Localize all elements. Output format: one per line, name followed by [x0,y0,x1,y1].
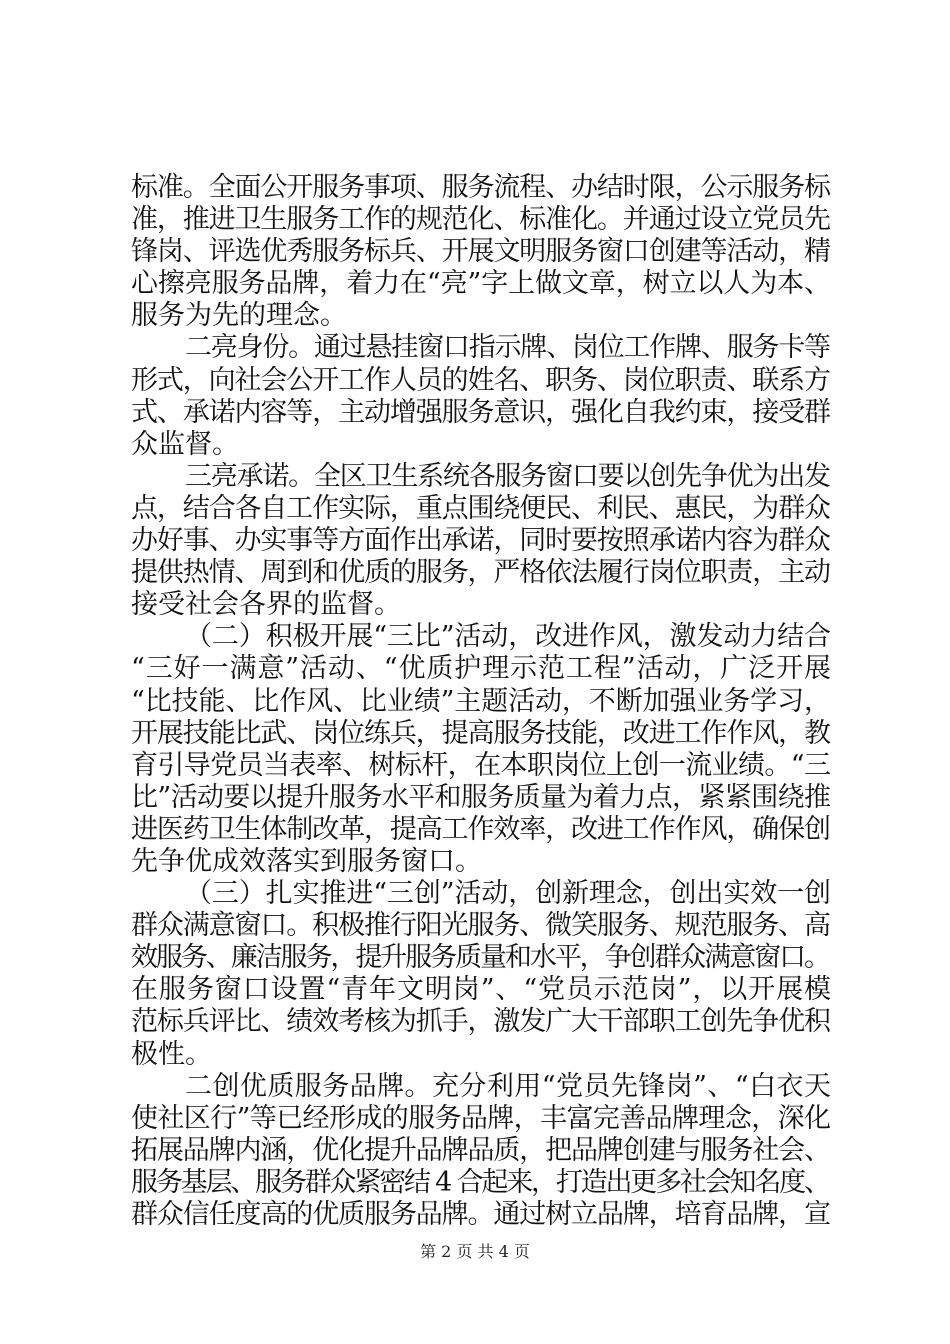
text-line: 先争优成效落实到服务窗口。 [131,845,482,877]
paragraph [131,461,831,621]
text-line: 形式，向社会公开工作人员的姓名、职务、岗位职责、联系方 [131,364,830,396]
text-line: 标准。全面公开服务事项、服务流程、办结时限，公示服务标 [131,172,830,203]
paragraph [131,878,831,1071]
text-line: 众监督。 [131,428,239,460]
paragraph [131,1071,831,1231]
text-line: 服务为先的理念。 [131,300,347,332]
text-line: “比技能、比作风、比业绩”主题活动，不断加强业务学习， [131,685,831,717]
text-line: 范标兵评比、绩效考核为抓手，激发广大干部职工创先争优积 [131,1006,830,1038]
text-line: （二）积极开展“三比”活动，改进作风，激发动力结合 [185,621,831,653]
text-line: 二亮身份。通过悬挂窗口指示牌、岗位工作牌、服务卡等 [185,332,830,364]
text-line: 育引导党员当表率、树标杆，在本职岗位上创一流业绩。“三 [131,749,831,781]
paragraph [131,172,831,332]
text-line: 效服务、廉洁服务，提升服务质量和水平，争创群众满意窗口。 [131,942,829,974]
text-line: 二创优质服务品牌。充分利用“党员先锋岗”、“白衣天 [185,1070,832,1102]
text-line: “三好一满意”活动、“优质护理示范工程”活动，广泛开展 [131,653,832,685]
text-line: 点，结合各自工作实际，重点围绕便民、利民、惠民，为群众 [131,492,830,524]
paragraph [131,621,831,878]
text-line: 进医药卫生体制改革，提高工作效率，改进工作作风，确保创 [131,813,830,845]
text-line: 锋岗、评选优秀服务标兵、开展文明服务窗口创建等活动，精 [131,236,830,268]
text-line: 使社区行”等已经形成的服务品牌，丰富完善品牌理念，深化 [131,1102,831,1134]
text-line: 群众满意窗口。积极推行阳光服务、微笑服务、规范服务、高 [131,910,830,942]
text-line: （三）扎实推进“三创”活动，创新理念，创出实效一创 [185,878,831,910]
text-line: 服务基层、服务群众紧密结 4 合起来，打造出更多社会知名度、 [131,1166,829,1198]
text-line: 开展技能比武、岗位练兵，提高服务技能，改进工作作风，教 [131,717,830,749]
paragraph [131,332,831,460]
document-body [131,172,831,1231]
text-line: 极性。 [131,1038,212,1070]
text-line: 三亮承诺。全区卫生系统各服务窗口要以创先争优为出发 [185,460,830,492]
text-line: 拓展品牌内涵，优化提升品牌品质，把品牌创建与服务社会、 [131,1134,830,1166]
text-line: 提供热情、周到和优质的服务，严格依法履行岗位职责，主动 [131,557,830,589]
text-line: 比”活动要以提升服务水平和服务质量为着力点，紧紧围绕推 [131,781,831,813]
text-line: 心擦亮服务品牌，着力在“亮”字上做文章，树立以人为本、 [131,268,831,300]
page-footer: 第 2 页 共 4 页 [420,1242,530,1261]
text-line: 接受社会各界的监督。 [131,589,401,621]
text-line: 式、承诺内容等，主动增强服务意识，强化自我约束，接受群 [131,396,830,428]
text-line: 群众信任度高的优质服务品牌。通过树立品牌，培育品牌，宣 [131,1199,830,1230]
text-line: 准，推进卫生服务工作的规范化、标准化。并通过设立党员先 [131,204,830,236]
text-line: 办好事、办实事等方面作出承诺，同时要按照承诺内容为群众 [131,525,830,557]
text-line: 在服务窗口设置“青年文明岗”、“党员示范岗”，以开展模 [131,974,832,1006]
